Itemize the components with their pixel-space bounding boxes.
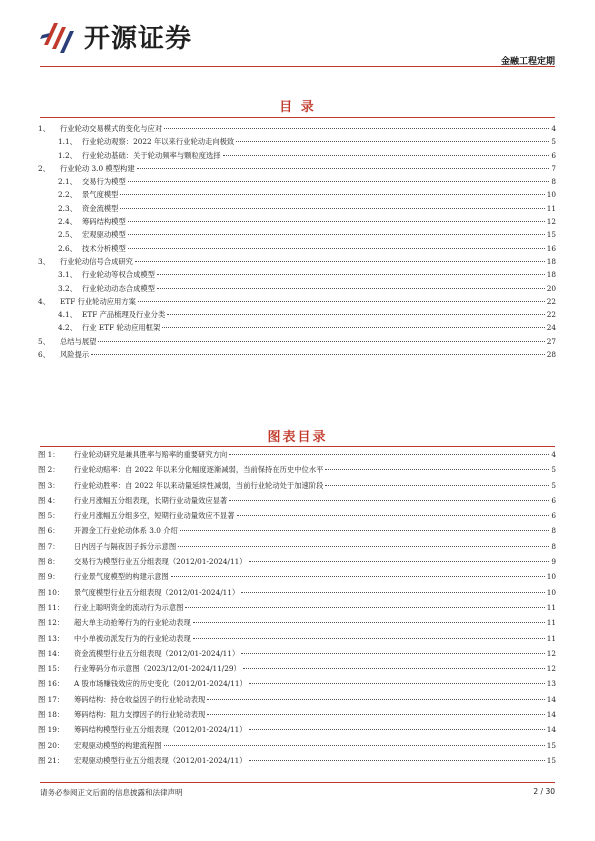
toc-entry[interactable] <box>38 295 556 308</box>
figure-entry-page: 12 <box>546 664 556 674</box>
toc-entry-page: 8 <box>551 177 556 187</box>
toc-entry[interactable] <box>38 215 556 228</box>
figure-entry-page: 14 <box>546 694 556 704</box>
toc-leader-dots <box>128 181 550 182</box>
toc-entry[interactable] <box>38 242 556 255</box>
figure-entry-title: 日内因子与隔夜因子拆分示意图 <box>74 541 177 551</box>
toc-entry-page: 10 <box>546 190 556 200</box>
figure-leader-dots <box>249 683 545 684</box>
toc-entry-page: 18 <box>546 256 556 266</box>
toc-leader-dots <box>167 314 544 315</box>
toc-entry-page: 6 <box>551 150 556 160</box>
kaiyuan-logo-icon <box>40 19 78 55</box>
toc-entry[interactable] <box>38 321 556 334</box>
toc-entry-number: 6、 <box>38 350 50 360</box>
figure-entry-page: 5 <box>551 480 556 490</box>
toc-entry-page: 16 <box>546 243 556 253</box>
figure-leader-dots <box>193 622 545 623</box>
toc-leader-dots <box>120 194 544 195</box>
figure-leader-dots <box>249 561 550 562</box>
figure-leader-dots <box>241 592 544 593</box>
toc-entry-number: 1、 <box>38 124 50 133</box>
figure-entry-page: 5 <box>551 465 556 475</box>
figure-entry-number: 图 7： <box>38 541 60 551</box>
toc-entry-page: 27 <box>546 336 556 346</box>
header-divider <box>40 66 555 67</box>
figure-entry-number: 图 6： <box>38 526 60 536</box>
toc-entry-title: 行业轮动基础：关于轮动频率与颗粒度选择 <box>82 150 221 160</box>
figure-entry-page: 6 <box>551 511 556 521</box>
figure-leader-dots <box>207 699 544 700</box>
figure-leader-dots <box>249 729 545 730</box>
figure-entry-number: 图 13： <box>38 633 65 643</box>
toc-leader-dots <box>236 141 549 142</box>
toc-entry-title: 宏观驱动模型 <box>82 230 126 240</box>
toc-entry-number: 3.1、 <box>58 270 77 280</box>
toc-entry-title: 资金流模型 <box>82 203 119 213</box>
toc-leader-dots <box>223 155 550 156</box>
toc-title-divider <box>40 117 555 118</box>
page-number: 2 / 30 <box>533 787 555 796</box>
figure-entry-number: 图 18： <box>38 710 65 720</box>
figure-entry-title: 行业景气度模型的构建示意图 <box>74 572 169 582</box>
figure-entry-title: 超大单主动抢筹行为的行业轮动表现 <box>74 618 191 628</box>
toc-entry[interactable] <box>38 348 556 361</box>
toc-entry[interactable] <box>38 175 556 188</box>
figure-entry-page: 11 <box>546 633 556 643</box>
toc-entry[interactable] <box>38 149 556 162</box>
figure-entry-number: 图 12： <box>38 618 65 628</box>
toc-entry-number: 3.2、 <box>58 283 77 293</box>
figure-leader-dots <box>171 576 545 577</box>
toc-leader-dots <box>138 301 545 302</box>
toc-entry-title: 行业轮动动态合成模型 <box>82 283 155 293</box>
figure-entry-page: 11 <box>546 602 556 612</box>
toc-entry-number: 2.3、 <box>58 203 77 213</box>
toc-entry-page: 28 <box>546 350 556 360</box>
toc-entry-title: ETF 行业轮动应用方案 <box>60 296 136 306</box>
figure-entry-number: 图 19： <box>38 725 65 735</box>
figure-entry[interactable] <box>38 676 556 691</box>
toc-entry[interactable] <box>38 335 556 348</box>
toc-leader-dots <box>157 274 545 275</box>
toc-entry-number: 5、 <box>38 336 50 346</box>
toc-entry-title: ETF 产品梳理及行业分类 <box>82 310 166 320</box>
figure-entry[interactable] <box>38 539 556 554</box>
footer-divider <box>40 782 555 783</box>
figure-entry-page: 10 <box>546 587 556 597</box>
toc-entry-number: 4、 <box>38 296 50 306</box>
figure-entry[interactable] <box>38 523 556 538</box>
figure-entry-title: 交易行为模型行业五分组表现（2012/01-2024/11） <box>74 557 247 567</box>
figure-entry-number: 图 9： <box>38 572 60 582</box>
toc-leader-dots <box>135 261 545 262</box>
toc-entry-title: 行业 ETF 轮动应用框架 <box>82 323 161 333</box>
toc-entry-title: 景气度模型 <box>82 190 119 200</box>
figure-entry[interactable] <box>38 631 556 646</box>
figure-entry-title: 筹码结构模型行业五分组表现（2012/01-2024/11） <box>74 725 247 735</box>
toc-entry[interactable] <box>38 188 556 201</box>
figure-entry-number: 图 16： <box>38 679 65 689</box>
brand-logo <box>40 18 192 55</box>
figure-entry-number: 图 21： <box>38 755 65 765</box>
toc-entry[interactable] <box>38 162 556 175</box>
figure-entry[interactable] <box>38 508 556 523</box>
toc-entry-title: 行业轮动信号合成研究 <box>60 256 133 266</box>
toc-entry-number: 1.1、 <box>58 137 77 147</box>
figure-entry-page: 8 <box>551 541 556 551</box>
toc-entry-title: 总结与展望 <box>60 336 97 346</box>
toc-entry-page: 24 <box>546 323 556 333</box>
figure-entry-number: 图 15： <box>38 664 65 674</box>
figure-list <box>38 447 556 768</box>
toc-entry-number: 2、 <box>38 163 50 173</box>
figure-entry[interactable] <box>38 585 556 600</box>
figure-entry-page: 12 <box>546 648 556 658</box>
figure-entry-page: 14 <box>546 725 556 735</box>
figure-leader-dots <box>241 653 544 654</box>
figure-list-title: 图表目录 <box>267 430 328 445</box>
figure-leader-dots <box>193 638 545 639</box>
figure-leader-dots <box>207 714 544 715</box>
figure-entry[interactable] <box>38 692 556 707</box>
toc-entry-page: 11 <box>546 203 556 213</box>
figure-entry-title: 景气度模型行业五分组表现（2012/01-2024/11） <box>74 587 240 597</box>
figure-entry[interactable] <box>38 722 556 737</box>
figure-entry-number: 图 8： <box>38 557 60 567</box>
toc-entry-page: 22 <box>546 310 556 320</box>
footer-disclaimer: 请务必参阅正文后面的信息披露和法律声明 <box>40 788 183 797</box>
toc-entry-title: 风险提示 <box>60 350 90 360</box>
figure-entry[interactable] <box>38 615 556 630</box>
figure-entry-page: 6 <box>551 495 556 505</box>
figure-leader-dots <box>325 469 549 470</box>
figure-entry[interactable] <box>38 753 556 768</box>
toc-entry[interactable] <box>38 282 556 295</box>
toc-entry[interactable] <box>38 255 556 268</box>
page-header <box>0 0 595 66</box>
toc-entry-page: 18 <box>546 270 556 280</box>
table-of-contents <box>38 122 556 361</box>
toc-entry[interactable] <box>38 122 556 135</box>
figure-leader-dots <box>164 745 545 746</box>
figure-entry-title: 行业筹码分布示意图（2023/12/01-2024/11/29） <box>74 664 241 674</box>
toc-entry[interactable] <box>38 228 556 241</box>
figure-entry-number: 图 3： <box>38 480 60 490</box>
toc-entry-title: 行业轮动等权合成模型 <box>82 270 155 280</box>
toc-entry-page: 15 <box>546 230 556 240</box>
figure-entry-page: 10 <box>546 572 556 582</box>
report-type-label: 金融工程定期 <box>500 57 555 67</box>
toc-leader-dots <box>128 248 545 249</box>
figure-entry-title: 中小单被动派发行为的行业轮动表现 <box>74 633 191 643</box>
figure-entry-number: 图 17： <box>38 694 65 704</box>
figure-entry-page: 9 <box>551 557 556 567</box>
figure-leader-dots <box>229 454 549 455</box>
figure-entry-page: 15 <box>546 755 556 765</box>
toc-entry-title: 技术分析模型 <box>82 243 126 253</box>
figure-entry-title: 宏观驱动模型的构建流程图 <box>74 740 162 750</box>
toc-entry-page: 4 <box>551 124 556 133</box>
toc-leader-dots <box>91 354 545 355</box>
toc-entry-page: 5 <box>551 137 556 147</box>
toc-entry-number: 2.5、 <box>58 230 77 240</box>
figure-entry-title: 行业月涨幅五分组表现，长期行业动量效应显著 <box>74 495 228 505</box>
toc-entry-page: 12 <box>546 217 556 227</box>
toc-entry-number: 1.2、 <box>58 150 77 160</box>
figure-entry-number: 图 10： <box>38 587 65 597</box>
toc-entry-number: 4.1、 <box>58 310 77 320</box>
toc-entry-number: 2.1、 <box>58 177 77 187</box>
figure-entry-number: 图 14： <box>38 648 65 658</box>
figure-leader-dots <box>178 546 549 547</box>
toc-entry-title: 行业轮动交易模式的变化与应对 <box>60 124 163 133</box>
figure-entry-title: 行业轮动胜率：自 2022 年以来动量延续性减弱，当前行业轮动处于加速阶段 <box>74 480 324 490</box>
figure-entry-number: 图 20： <box>38 740 65 750</box>
figure-entry-page: 11 <box>546 618 556 628</box>
figure-entry-title: 筹码结构：阻力支撑因子的行业轮动表现 <box>74 710 206 720</box>
figure-entry-page: 13 <box>546 679 556 689</box>
toc-leader-dots <box>128 221 545 222</box>
toc-entry-page: 20 <box>546 283 556 293</box>
toc-leader-dots <box>157 288 545 289</box>
toc-leader-dots <box>164 128 549 129</box>
toc-entry-number: 3、 <box>38 256 50 266</box>
figure-entry-page: 4 <box>551 450 556 459</box>
figure-entry-number: 图 5： <box>38 511 60 521</box>
toc-entry-number: 2.4、 <box>58 217 77 227</box>
toc-entry-title: 行业轮动观察：2022 年以来行业轮动走向极致 <box>82 137 235 147</box>
figure-entry[interactable] <box>38 478 556 493</box>
toc-entry[interactable] <box>38 268 556 281</box>
figure-leader-dots <box>229 500 549 501</box>
figure-entry-number: 图 1： <box>38 450 60 459</box>
figure-entry[interactable] <box>38 661 556 676</box>
figure-entry[interactable] <box>38 646 556 661</box>
figure-entry[interactable] <box>38 707 556 722</box>
figure-entry[interactable] <box>38 447 556 462</box>
toc-entry-number: 4.2、 <box>58 323 77 333</box>
toc-entry-title: 行业轮动 3.0 模型构建 <box>60 163 135 173</box>
figure-entry-number: 图 11： <box>38 602 65 612</box>
figure-entry[interactable] <box>38 462 556 477</box>
figure-entry[interactable] <box>38 569 556 584</box>
figure-leader-dots <box>185 607 544 608</box>
toc-leader-dots <box>128 234 545 235</box>
figure-entry-page: 14 <box>546 710 556 720</box>
toc-entry[interactable] <box>38 135 556 148</box>
toc-entry-number: 2.2、 <box>58 190 77 200</box>
figure-leader-dots <box>325 485 549 486</box>
figure-entry-number: 图 4： <box>38 495 60 505</box>
figure-entry-title: 宏观驱动模型行业五分组表现（2012/01-2024/11） <box>74 755 247 765</box>
figure-leader-dots <box>249 760 545 761</box>
toc-entry-number: 2.6、 <box>58 243 77 253</box>
brand-name: 开源证券 <box>84 24 193 54</box>
toc-entry-title: 筹码结构模型 <box>82 217 126 227</box>
figure-entry[interactable] <box>38 554 556 569</box>
figure-leader-dots <box>243 668 545 669</box>
figure-entry[interactable] <box>38 493 556 508</box>
figure-entry[interactable] <box>38 600 556 615</box>
figure-entry-title: A 股市场赚钱效应的历史变化（2012/01-2024/11） <box>74 679 247 689</box>
figure-entry-title: 开源金工行业轮动体系 3.0 介绍 <box>74 526 178 536</box>
figure-entry-title: 行业轮动研究是兼具胜率与赔率的重要研究方向 <box>74 450 228 459</box>
toc-entry-page: 7 <box>551 163 556 173</box>
toc-leader-dots <box>162 327 544 328</box>
toc-leader-dots <box>137 168 550 169</box>
toc-entry[interactable] <box>38 202 556 215</box>
figure-entry-page: 15 <box>546 740 556 750</box>
figure-entry-title: 筹码结构：持仓收益因子的行业轮动表现 <box>74 694 206 704</box>
figure-entry-page: 8 <box>551 526 556 536</box>
toc-leader-dots <box>98 341 544 342</box>
toc-leader-dots <box>120 208 544 209</box>
figure-entry-title: 行业上聪明资金的流动行为示意图 <box>74 602 184 612</box>
figure-entry-title: 行业月涨幅五分组多空，短期行业动量效应不显著 <box>74 511 235 521</box>
figure-leader-dots <box>237 515 550 516</box>
toc-entry[interactable] <box>38 308 556 321</box>
toc-title: 目 录 <box>279 100 316 115</box>
figure-entry-title: 资金流模型行业五分组表现（2012/01-2024/11） <box>74 648 240 658</box>
figure-leader-dots <box>180 530 550 531</box>
figure-entry-title: 行业轮动赔率：自 2022 年以来分化幅度逐渐减弱，当前保持在历史中位水平 <box>74 465 324 475</box>
figure-entry-number: 图 2： <box>38 465 60 475</box>
figure-entry[interactable] <box>38 738 556 753</box>
toc-entry-title: 交易行为模型 <box>82 177 126 187</box>
toc-entry-page: 22 <box>546 296 556 306</box>
